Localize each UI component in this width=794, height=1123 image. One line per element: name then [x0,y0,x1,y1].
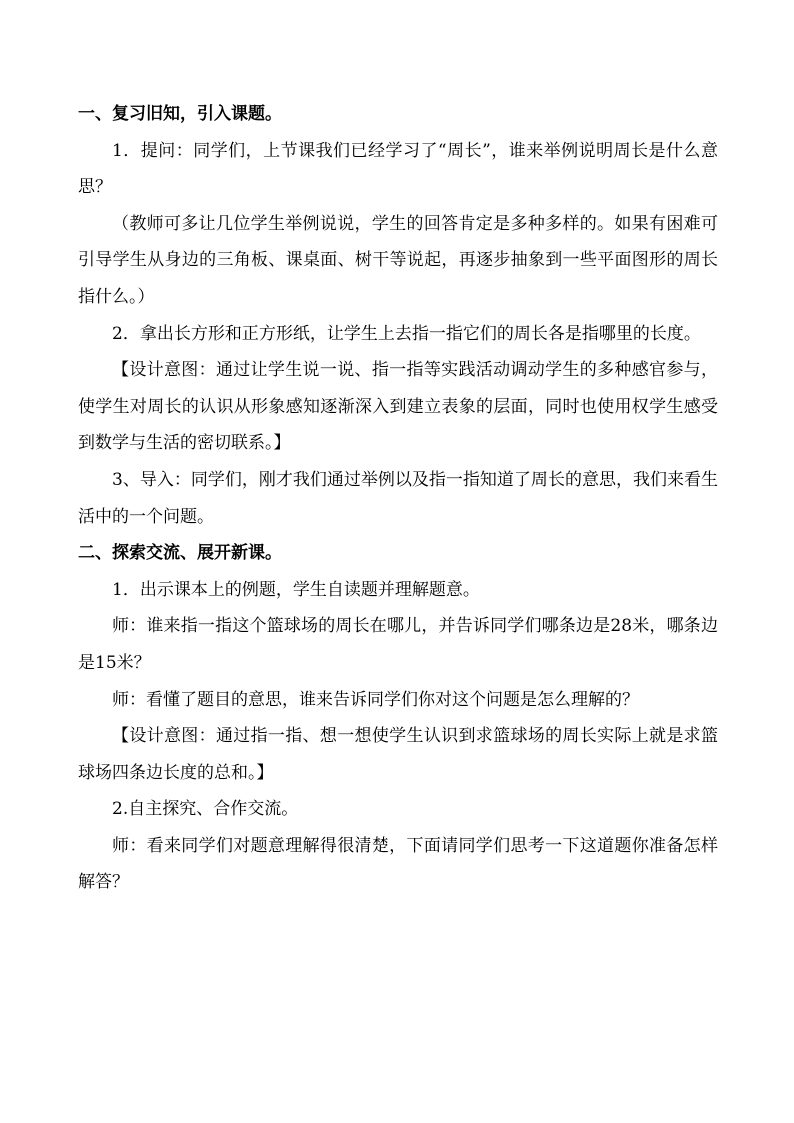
document-page [78,96,718,901]
paragraph-teacher-note: （教师可多让几位学生举例说说，学生的回答肯定是多种多样的。如果有困难可引导学生从身边的三角板、课桌面、树干等说起，再逐步抽象到一些平面图形的周长指什么。） [78,213,718,307]
paragraph-teacher-question-3: 师：看来同学们对题意理解得很清楚，下面请同学们思考一下这道题你准备怎样解答？ [78,835,718,893]
paragraph-paper-activity: 2．拿出长方形和正方形纸，让学生上去指一指它们的周长各是指哪里的长度。 [112,323,701,344]
section-title-review: 一、复习旧知，引入课题。 [78,104,282,124]
paragraph-teacher-question-2: 师：看懂了题目的意思，谁来告诉同学们你对这个问题是怎么理解的？ [112,689,639,710]
section-title-explore: 二、探索交流、展开新课。 [78,543,282,564]
paragraph-introduction: 3、导入：同学们，刚才我们通过举例以及指一指知道了周长的意思，我们来看生活中的一个问题。 [78,469,718,527]
design-intent-note-2: 【设计意图：通过指一指、想一想使学生认识到求篮球场的周长实际上就是求篮球场四条边长度的总和。】 [78,726,718,783]
paragraph-question: 1．提问：同学们，上节课我们已经学习了“周长”，谁来举例说明周长是什么意思？ [78,140,718,198]
design-intent-note-1: 【设计意图：通过让学生说一说、指一指等实践活动调动学生的多种感官参与，使学生对周长的认识从形象感知逐渐深入到建立表象的层面，同时也使用权学生感受到数学与生活的密切联系。】 [78,360,718,454]
paragraph-example: 1．出示课本上的例题，学生自读题并理解题意。 [112,579,480,600]
paragraph-cooperation: 2.自主探究、合作交流。 [112,799,299,820]
paragraph-teacher-question-1: 师：谁来指一指这个篮球场的周长在哪儿，并告诉同学们哪条边是28米，哪条边是15米？ [78,616,718,673]
